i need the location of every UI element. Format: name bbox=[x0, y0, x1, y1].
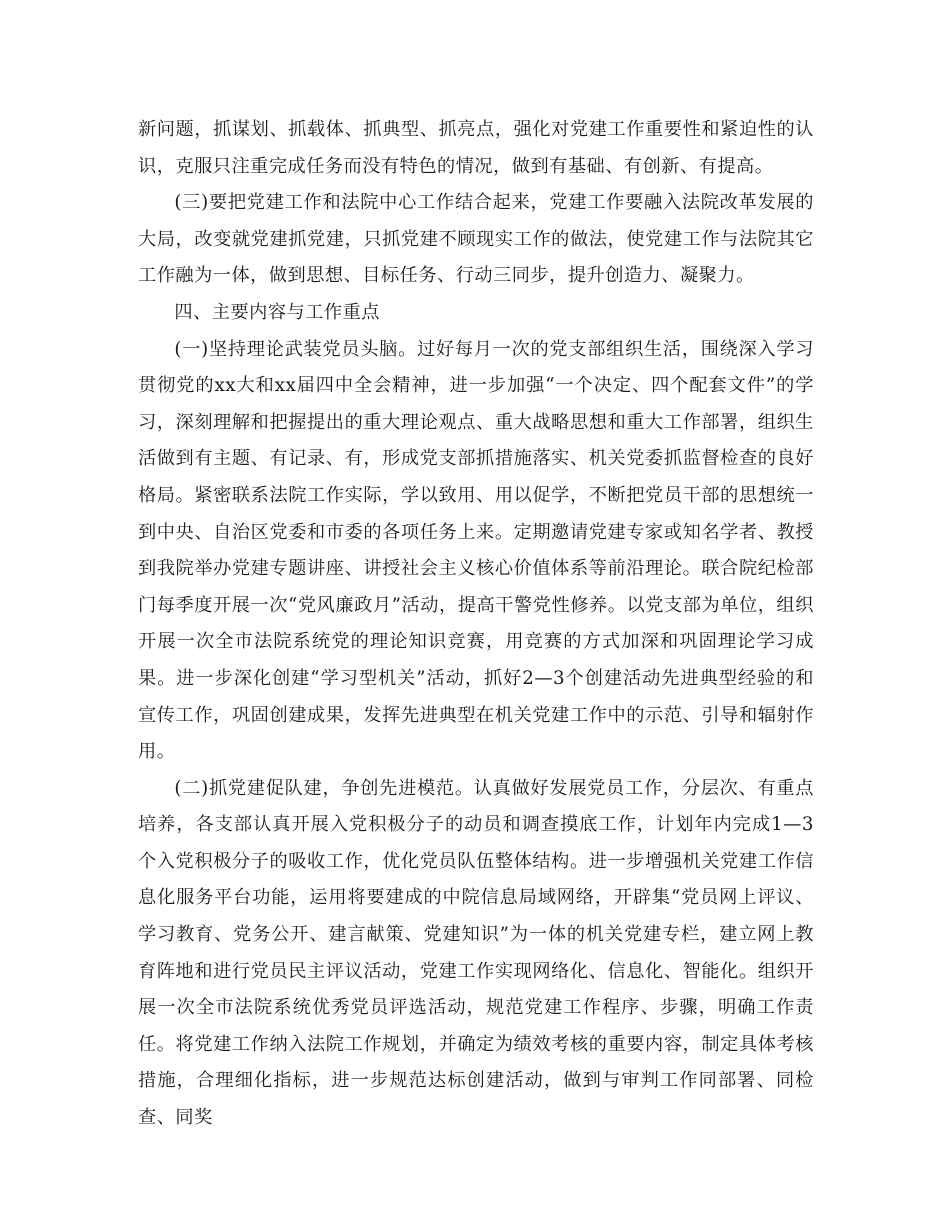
section-heading: 四、主要内容与工作重点 bbox=[174, 301, 380, 323]
paragraph-point-three: (三)要把党建工作和法院中心工作结合起来，党建工作要融入法院改革发展的大局，改变就党建抓党建，只抓党建不顾现实工作的做法，使党建工作与法院其它工作融为一体，做到思想、目标任务、行动三同步，提升创造力、凝聚力。 bbox=[138, 192, 814, 287]
paragraph-point-one: (一)坚持理论武装党员头脑。过好每月一次的党支部组织生活，围绕深入学习贯彻党的xx大和xx届四中全会精神，进一步加强“一个决定、四个配套文件”的学习，深刻理解和把握提出的重大理论观点、重大战略思想和重大工作部署，组织生活做到有主题、有记录、有，形成党支部抓措施落实、机关党委抓监督检查的良好格局。紧密联系法院工作实际，学以致用、用以促学，不断把党员干部的思想统一到中央、自治区党委和市委的各项任务上来。定期邀请党建专家或知名学者、教授到我院举办党建专题讲座、讲授社会主义核心价值体系等前沿理论。联合院纪检部门每季度开展一次“党风廉政月”活动，提高干警党性修养。以党支部为单位，组织开展一次全市法院系统党的理论知识竞赛，用竞赛的方式加深和巩固理论学习成果。进一步深化创建“学习型机关”活动，抓好2—3个创建活动先进典型经验的和宣传工作，巩固创建成果，发挥先进典型在机关党建工作中的示范、引导和辐射作用。 bbox=[138, 338, 814, 763]
paragraph-point-two: (二)抓党建促队建，争创先进模范。认真做好发展党员工作，分层次、有重点培养，各支部认真开展入党积极分子的动员和调查摸底工作，计划年内完成1—3个入党积极分子的吸收工作，优化党员队伍整体结构。进一步增强机关党建工作信息化服务平台功能，运用将要建成的中院信息局域网络，开辟集“党员网上评议、学习教育、党务公开、建言献策、党建知识”为一体的机关党建专栏，建立网上教育阵地和进行党员民主评议活动，党建工作实现网络化、信息化、智能化。组织开展一次全市法院系统优秀党员评选活动，规范党建工作程序、步骤，明确工作责任。将党建工作纳入法院工作规划，并确定为绩效考核的重要内容，制定具体考核措施，合理细化指标，进一步规范达标创建活动，做到与审判工作同部署、同检查、同奖 bbox=[138, 777, 814, 1129]
paragraph-continuation: 新问题，抓谋划、抓载体、抓典型、抓亮点，强化对党建工作重要性和紧迫性的认识，克服只注重完成任务而没有特色的情况，做到有基础、有创新、有提高。 bbox=[138, 119, 814, 177]
document-body bbox=[138, 112, 814, 1137]
